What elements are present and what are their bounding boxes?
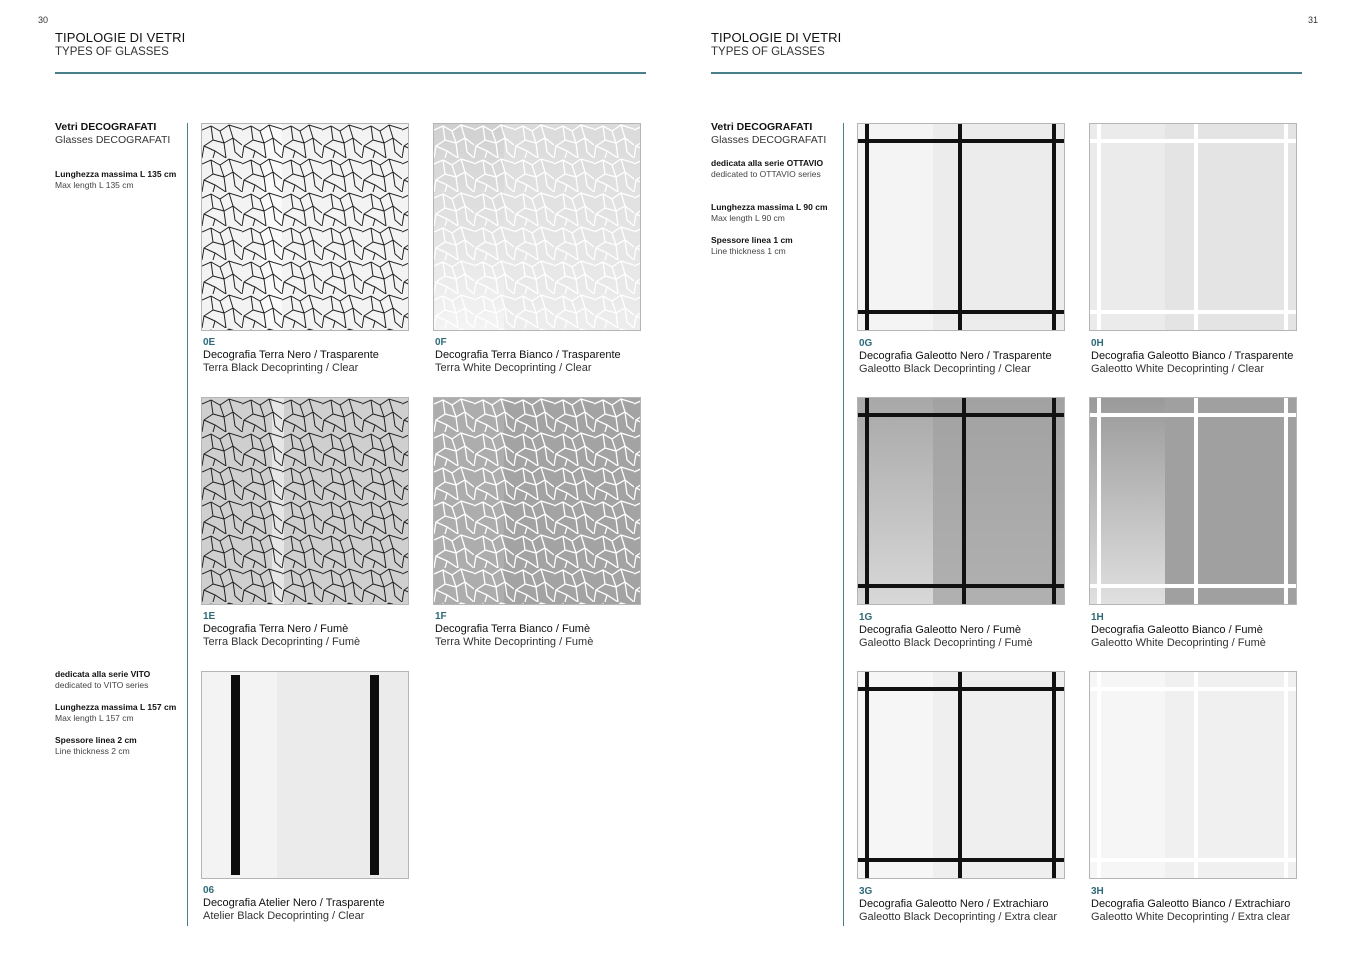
item-code: 0G xyxy=(859,338,873,349)
item-code: 1E xyxy=(203,611,216,622)
section-subtitle-right: Glasses DECOGRAFATI xyxy=(711,134,827,146)
item-code: 06 xyxy=(203,885,215,896)
item-name-en: Galeotto White Decoprinting / Clear xyxy=(1091,363,1265,375)
item-name-en: Galeotto Black Decoprinting / Fumè xyxy=(859,637,1033,649)
glass-swatch-1g[interactable] xyxy=(857,397,1065,605)
item-code: 3H xyxy=(1091,886,1104,897)
sidebar-divider-right xyxy=(843,123,844,926)
item-code: 0H xyxy=(1091,338,1104,349)
spec-thickness-en-right: Line thickness 1 cm xyxy=(711,246,786,256)
header-rule-left xyxy=(55,72,646,74)
item-name-it: Decografia Galeotto Bianco / Extrachiaro xyxy=(1091,898,1291,910)
spec-thickness-it-right: Spessore linea 1 cm xyxy=(711,235,793,245)
item-name-en: Galeotto White Decoprinting / Fumè xyxy=(1091,637,1266,649)
sidebar-divider-left xyxy=(187,123,188,926)
glass-swatch-0e[interactable] xyxy=(201,123,409,331)
item-code: 0E xyxy=(203,337,216,348)
glass-swatch-3h[interactable] xyxy=(1089,671,1297,879)
series-vito-en: dedicated to VITO series xyxy=(55,680,149,690)
item-name-en: Galeotto Black Decoprinting / Clear xyxy=(859,363,1031,375)
page-number-right: 31 xyxy=(1308,15,1319,25)
glass-swatch-0g[interactable] xyxy=(857,123,1065,331)
section-subtitle-left: Glasses DECOGRAFATI xyxy=(55,134,171,146)
spec-length-it-left: Lunghezza massima L 135 cm xyxy=(55,169,177,179)
item-name-en: Atelier Black Decoprinting / Clear xyxy=(203,910,365,922)
header-rule-right xyxy=(711,72,1302,74)
glass-swatch-0f[interactable] xyxy=(433,123,641,331)
item-name-en: Galeotto White Decoprinting / Extra clear xyxy=(1091,911,1291,923)
item-code: 1H xyxy=(1091,612,1104,623)
spec-length-it-right: Lunghezza massima L 90 cm xyxy=(711,202,828,212)
item-name-it: Decografia Terra Bianco / Fumè xyxy=(435,623,591,635)
section-title-right: Vetri DECOGRAFATI xyxy=(711,121,813,133)
item-name-it: Decografia Terra Nero / Trasparente xyxy=(203,349,379,361)
glass-swatch-1f[interactable] xyxy=(433,397,641,605)
item-name-en: Terra White Decoprinting / Clear xyxy=(435,362,592,374)
spec-length-en-left: Max length L 135 cm xyxy=(55,180,134,190)
spec-length2-en-left: Max length L 157 cm xyxy=(55,713,134,723)
item-name-it: Decografia Galeotto Nero / Fumè xyxy=(859,624,1022,636)
page-subtitle-left: TYPES OF GLASSES xyxy=(55,46,169,58)
item-name-en: Galeotto Black Decoprinting / Extra clear xyxy=(859,911,1058,923)
spec-length-en-right: Max length L 90 cm xyxy=(711,213,785,223)
item-name-it: Decografia Terra Nero / Fumè xyxy=(203,623,349,635)
spec-thickness-en-left: Line thickness 2 cm xyxy=(55,746,130,756)
glass-swatch-1e[interactable] xyxy=(201,397,409,605)
glass-swatch-3g[interactable] xyxy=(857,671,1065,879)
glass-swatch-06[interactable] xyxy=(201,671,409,879)
item-code: 0F xyxy=(435,337,447,348)
page-title-right: TIPOLOGIE DI VETRI xyxy=(711,30,842,45)
item-code: 3G xyxy=(859,886,873,897)
series-ottavio-it: dedicata alla serie OTTAVIO xyxy=(711,158,824,168)
item-name-it: Decografia Terra Bianco / Trasparente xyxy=(435,349,621,361)
page-subtitle-right: TYPES OF GLASSES xyxy=(711,46,825,58)
item-name-it: Decografia Galeotto Nero / Extrachiaro xyxy=(859,898,1049,910)
page-number-left: 30 xyxy=(38,15,49,25)
item-name-it: Decografia Galeotto Bianco / Fumè xyxy=(1091,624,1263,636)
section-title-left: Vetri DECOGRAFATI xyxy=(55,121,157,133)
series-vito-it: dedicata alla serie VITO xyxy=(55,669,151,679)
item-name-it: Decografia Atelier Nero / Trasparente xyxy=(203,897,385,909)
spec-thickness-it-left: Spessore linea 2 cm xyxy=(55,735,137,745)
item-name-it: Decografia Galeotto Bianco / Trasparente xyxy=(1091,350,1294,362)
item-code: 1G xyxy=(859,612,873,623)
item-name-en: Terra Black Decoprinting / Clear xyxy=(203,362,359,374)
series-ottavio-en: dedicated to OTTAVIO series xyxy=(711,169,821,179)
page-title-left: TIPOLOGIE DI VETRI xyxy=(55,30,186,45)
item-name-en: Terra White Decoprinting / Fumè xyxy=(435,636,594,648)
item-name-en: Terra Black Decoprinting / Fumè xyxy=(203,636,361,648)
glass-swatch-0h[interactable] xyxy=(1089,123,1297,331)
item-code: 1F xyxy=(435,611,447,622)
item-name-it: Decografia Galeotto Nero / Trasparente xyxy=(859,350,1052,362)
glass-swatch-1h[interactable] xyxy=(1089,397,1297,605)
spec-length2-it-left: Lunghezza massima L 157 cm xyxy=(55,702,177,712)
